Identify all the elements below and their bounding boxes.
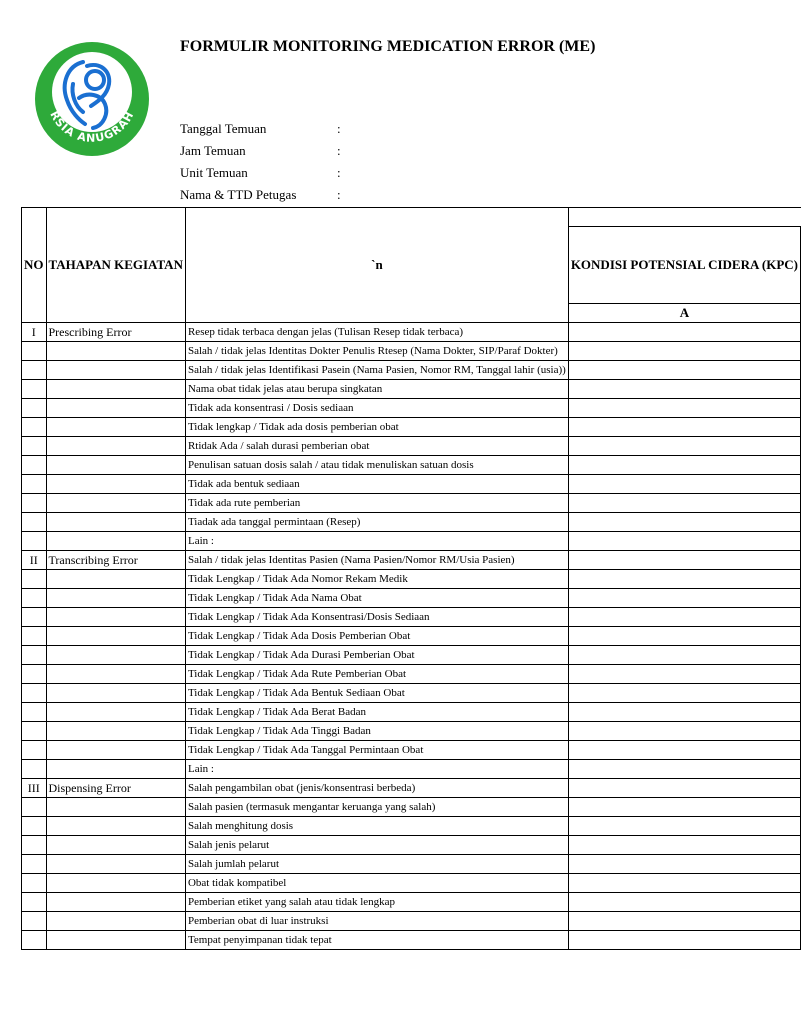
row-stage	[46, 798, 185, 817]
row-number	[22, 646, 47, 665]
row-kpc-a-cell[interactable]	[568, 855, 800, 874]
row-stage	[46, 570, 185, 589]
row-kpc-a-cell[interactable]	[568, 608, 800, 627]
row-stage	[46, 912, 185, 931]
row-stage	[46, 532, 185, 551]
row-stage	[46, 456, 185, 475]
row-number	[22, 855, 47, 874]
row-kpc-a-cell[interactable]	[568, 893, 800, 912]
row-kpc-a-cell[interactable]	[568, 627, 800, 646]
row-description: Salah pasien (termasuk mengantar keruanga yang salah)	[185, 798, 568, 817]
row-kpc-a-cell[interactable]	[568, 722, 800, 741]
meta-info	[180, 120, 347, 208]
row-description: Tidak Lengkap / Tidak Ada Bentuk Sediaan Obat	[185, 684, 568, 703]
meta-colon: :	[337, 143, 341, 158]
row-number	[22, 608, 47, 627]
row-description: Salah / tidak jelas Identifikasi Pasein (Nama Pasien, Nomor RM, Tanggal lahir (usia))	[185, 361, 568, 380]
row-description: Rtidak Ada / salah durasi pemberian obat	[185, 437, 568, 456]
row-kpc-a-cell[interactable]	[568, 665, 800, 684]
row-description: Nama obat tidak jelas atau berupa singkatan	[185, 380, 568, 399]
row-description: Lain :	[185, 760, 568, 779]
table-row	[22, 570, 801, 589]
monitoring-table	[21, 207, 801, 950]
row-description: Obat tidak kompatibel	[185, 874, 568, 893]
table-row	[22, 342, 801, 361]
table-row	[22, 361, 801, 380]
row-kpc-a-cell[interactable]	[568, 760, 800, 779]
row-stage: Prescribing Error	[46, 323, 185, 342]
row-description: Tidak ada bentuk sediaan	[185, 475, 568, 494]
table-row	[22, 532, 801, 551]
row-kpc-a-cell[interactable]	[568, 475, 800, 494]
row-kpc-a-cell[interactable]	[568, 874, 800, 893]
row-stage: Transcribing Error	[46, 551, 185, 570]
meta-row	[180, 186, 347, 208]
table-row	[22, 589, 801, 608]
row-kpc-a-cell[interactable]	[568, 912, 800, 931]
row-description: Tidak Lengkap / Tidak Ada Nama Obat	[185, 589, 568, 608]
row-description: Salah jumlah pelarut	[185, 855, 568, 874]
meta-colon: :	[337, 121, 341, 136]
row-number	[22, 760, 47, 779]
row-number	[22, 494, 47, 513]
table-row	[22, 874, 801, 893]
row-kpc-a-cell[interactable]	[568, 551, 800, 570]
row-description: Tidak Lengkap / Tidak Ada Rute Pemberian Obat	[185, 665, 568, 684]
table-row	[22, 931, 801, 950]
row-kpc-a-cell[interactable]	[568, 323, 800, 342]
row-kpc-a-cell[interactable]	[568, 456, 800, 475]
page-title: FORMULIR MONITORING MEDICATION ERROR (ME)	[180, 38, 596, 55]
row-number	[22, 836, 47, 855]
row-description: Salah / tidak jelas Identitas Dokter Penulis Rtesep (Nama Dokter, SIP/Paraf Dokter)	[185, 342, 568, 361]
row-description: Tidak Lengkap / Tidak Ada Durasi Pemberian Obat	[185, 646, 568, 665]
row-stage	[46, 874, 185, 893]
row-number	[22, 627, 47, 646]
table-row	[22, 551, 801, 570]
header-kpc-a: A	[568, 303, 800, 322]
row-number	[22, 399, 47, 418]
row-description: Tidak Lengkap / Tidak Ada Konsentrasi/Dosis Sediaan	[185, 608, 568, 627]
row-stage	[46, 703, 185, 722]
row-number	[22, 361, 47, 380]
row-number	[22, 589, 47, 608]
row-stage: Dispensing Error	[46, 779, 185, 798]
row-kpc-a-cell[interactable]	[568, 399, 800, 418]
row-number	[22, 684, 47, 703]
logo-text: RSIA ANUGRAH	[47, 108, 137, 145]
row-number	[22, 475, 47, 494]
row-number	[22, 570, 47, 589]
meta-row	[180, 164, 347, 186]
row-description: Tiadak ada tanggal permintaan (Resep)	[185, 513, 568, 532]
row-kpc-a-cell[interactable]	[568, 532, 800, 551]
row-kpc-a-cell[interactable]	[568, 684, 800, 703]
meta-label: Jam Temuan	[180, 143, 246, 158]
row-stage	[46, 418, 185, 437]
table-row	[22, 323, 801, 342]
table-row	[22, 456, 801, 475]
table-row	[22, 399, 801, 418]
row-description: Tidak Lengkap / Tidak Ada Tanggal Permintaan Obat	[185, 741, 568, 760]
row-kpc-a-cell[interactable]	[568, 779, 800, 798]
row-stage	[46, 437, 185, 456]
table-row	[22, 380, 801, 399]
row-number: II	[22, 551, 47, 570]
row-stage	[46, 627, 185, 646]
row-stage	[46, 741, 185, 760]
row-stage	[46, 817, 185, 836]
row-kpc-a-cell[interactable]	[568, 494, 800, 513]
row-stage	[46, 893, 185, 912]
header-stage: TAHAPAN KEGIATAN	[46, 208, 185, 323]
row-kpc-a-cell[interactable]	[568, 646, 800, 665]
row-stage	[46, 836, 185, 855]
row-number	[22, 532, 47, 551]
table-row	[22, 475, 801, 494]
header-description: `n	[185, 208, 568, 323]
row-kpc-a-cell[interactable]	[568, 513, 800, 532]
table-row	[22, 513, 801, 532]
table-row	[22, 703, 801, 722]
row-kpc-a-cell[interactable]	[568, 418, 800, 437]
row-description: Tempat penyimpanan tidak tepat	[185, 931, 568, 950]
row-description: Penulisan satuan dosis salah / atau tidak menuliskan satuan dosis	[185, 456, 568, 475]
row-stage	[46, 684, 185, 703]
row-kpc-a-cell[interactable]	[568, 741, 800, 760]
row-kpc-a-cell[interactable]	[568, 817, 800, 836]
table-row	[22, 684, 801, 703]
meta-label: Tanggal Temuan	[180, 121, 267, 136]
table-row	[22, 741, 801, 760]
meta-row	[180, 120, 347, 142]
row-number	[22, 513, 47, 532]
table-row	[22, 627, 801, 646]
table-row	[22, 722, 801, 741]
table-row	[22, 418, 801, 437]
row-kpc-a-cell[interactable]	[568, 836, 800, 855]
row-stage	[46, 760, 185, 779]
row-description: Tidak lengkap / Tidak ada dosis pemberian obat	[185, 418, 568, 437]
row-stage	[46, 399, 185, 418]
table-row	[22, 760, 801, 779]
meta-label: Unit Temuan	[180, 165, 248, 180]
row-kpc-a-cell[interactable]	[568, 361, 800, 380]
header-no: NO	[22, 208, 47, 323]
row-stage	[46, 513, 185, 532]
meta-row	[180, 142, 347, 164]
row-kpc-a-cell[interactable]	[568, 798, 800, 817]
row-description: Lain :	[185, 532, 568, 551]
row-stage	[46, 361, 185, 380]
row-stage	[46, 589, 185, 608]
row-stage	[46, 665, 185, 684]
meta-colon: :	[337, 165, 341, 180]
row-number	[22, 817, 47, 836]
row-description: Tidak ada rute pemberian	[185, 494, 568, 513]
row-kpc-a-cell[interactable]	[568, 342, 800, 361]
row-kpc-a-cell[interactable]	[568, 437, 800, 456]
table-row	[22, 855, 801, 874]
row-stage	[46, 855, 185, 874]
table-row	[22, 608, 801, 627]
row-number	[22, 342, 47, 361]
row-number	[22, 418, 47, 437]
row-description: Salah / tidak jelas Identitas Pasien (Nama Pasien/Nomor RM/Usia Pasien)	[185, 551, 568, 570]
row-description: Tidak ada konsentrasi / Dosis sediaan	[185, 399, 568, 418]
table-row	[22, 665, 801, 684]
row-number	[22, 874, 47, 893]
hospital-logo	[33, 40, 151, 158]
table-row	[22, 817, 801, 836]
row-description: Tidak Lengkap / Tidak Ada Dosis Pemberian Obat	[185, 627, 568, 646]
row-number	[22, 722, 47, 741]
row-number	[22, 380, 47, 399]
row-description: Resep tidak terbaca dengan jelas (Tulisan Resep tidak terbaca)	[185, 323, 568, 342]
table-row	[22, 437, 801, 456]
row-number	[22, 437, 47, 456]
row-stage	[46, 475, 185, 494]
row-number	[22, 798, 47, 817]
row-description: Salah menghitung dosis	[185, 817, 568, 836]
row-stage	[46, 646, 185, 665]
table-row	[22, 836, 801, 855]
header-kpc: KONDISI POTENSIAL CIDERA (KPC)	[568, 227, 800, 303]
row-number: I	[22, 323, 47, 342]
meta-colon: :	[337, 187, 341, 202]
table-row	[22, 494, 801, 513]
table-row	[22, 893, 801, 912]
row-kpc-a-cell[interactable]	[568, 703, 800, 722]
table-row	[22, 646, 801, 665]
row-stage	[46, 722, 185, 741]
row-stage	[46, 380, 185, 399]
row-kpc-a-cell[interactable]	[568, 380, 800, 399]
row-kpc-a-cell[interactable]	[568, 589, 800, 608]
row-stage	[46, 608, 185, 627]
row-stage	[46, 342, 185, 361]
row-description: Pemberian etiket yang salah atau tidak lengkap	[185, 893, 568, 912]
row-description: Salah jenis pelarut	[185, 836, 568, 855]
meta-label: Nama & TTD Petugas	[180, 187, 297, 202]
row-description: Tidak Lengkap / Tidak Ada Berat Badan	[185, 703, 568, 722]
row-number	[22, 703, 47, 722]
row-number	[22, 893, 47, 912]
table-row	[22, 912, 801, 931]
table-row	[22, 798, 801, 817]
row-number	[22, 912, 47, 931]
row-number	[22, 931, 47, 950]
row-number	[22, 665, 47, 684]
row-description: Tidak Lengkap / Tidak Ada Nomor Rekam Medik	[185, 570, 568, 589]
row-kpc-a-cell[interactable]	[568, 931, 800, 950]
row-number	[22, 741, 47, 760]
row-number: III	[22, 779, 47, 798]
row-description: Tidak Lengkap / Tidak Ada Tinggi Badan	[185, 722, 568, 741]
row-description: Pemberian obat di luar instruksi	[185, 912, 568, 931]
header-kpc-spacer	[568, 208, 800, 227]
row-number	[22, 456, 47, 475]
row-stage	[46, 494, 185, 513]
row-description: Salah pengambilan obat (jenis/konsentrasi berbeda)	[185, 779, 568, 798]
row-kpc-a-cell[interactable]	[568, 570, 800, 589]
row-stage	[46, 931, 185, 950]
table-row	[22, 779, 801, 798]
